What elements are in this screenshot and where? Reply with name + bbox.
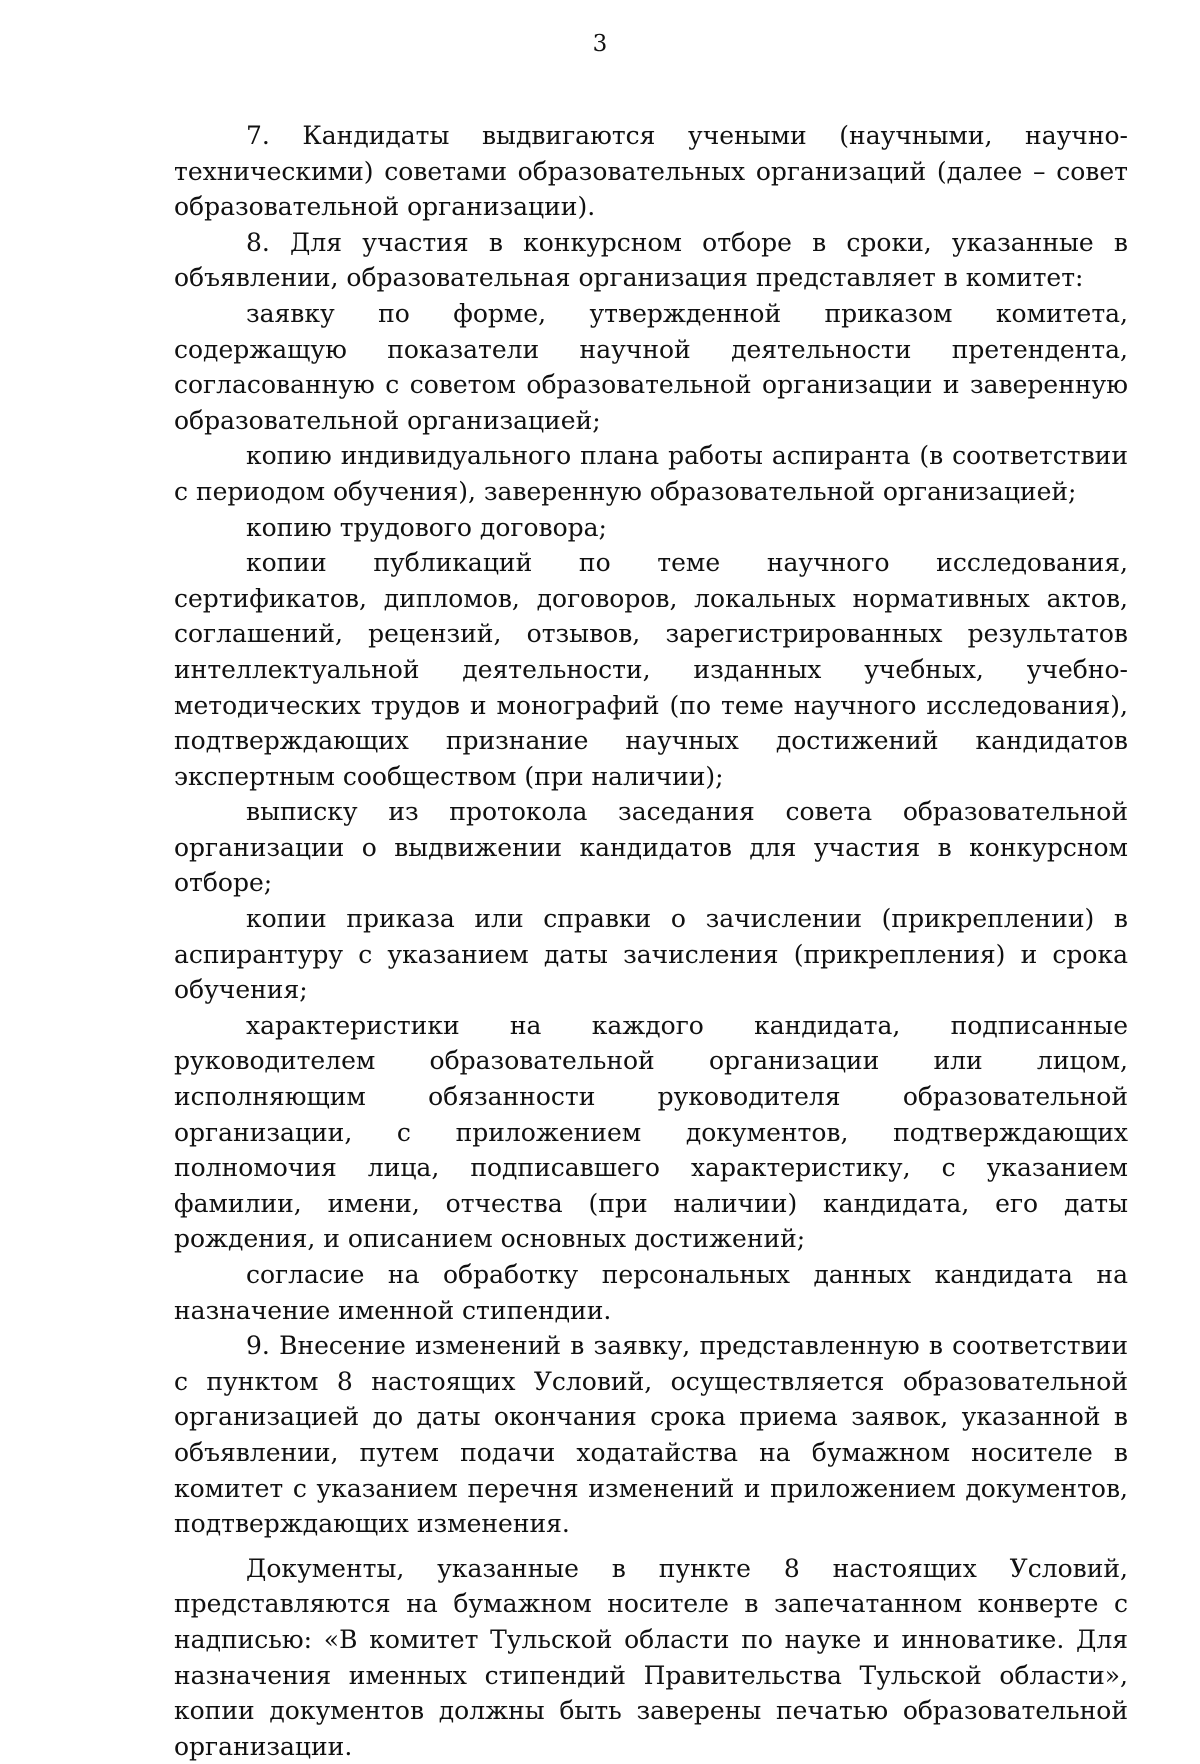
paragraph-documents-submission: Документы, указанные в пункте 8 настоящих Условий, представляются на бумажном носителе в запечатанном конверте с надписью: «В комитет Тульской области по науке и инноватике. Для назначения именных стипендий Правительства Тульской области», копии документов должны быть заверены печатью образовательной организации. <box>174 1553 1128 1761</box>
document-body <box>174 118 1128 1764</box>
list-item-enrollment-order: копии приказа или справки о зачислении (прикреплении) в аспирантуру с указанием даты зачисления (прикрепления) и срока обучения; <box>174 904 1128 1005</box>
paragraph-7: 7. Кандидаты выдвигаются учеными (научными, научно-техническими) советами образовательных организаций (далее – совет образовательной организации). <box>174 121 1128 222</box>
list-item-personal-data-consent: согласие на обработку персональных данных кандидата на назначение именной стипендии. <box>174 1260 1128 1325</box>
list-item-characteristics: характеристики на каждого кандидата, подписанные руководителем образовательной организации или лицом, исполняющим обязанности руководителя образовательной организации, с приложением документов, подтверждающих полномочия лица, подписавшего характеристику, с указанием фамилии, имени, отчества (при наличии) кандидата, его даты рождения, и описанием основных достижений; <box>174 1010 1128 1254</box>
list-item-study-plan: копию индивидуального плана работы аспиранта (в соответствии с периодом обучения), заверенную образовательной организацией; <box>174 441 1128 506</box>
list-item-publications: копии публикаций по теме научного исследования, сертификатов, дипломов, договоров, локальных нормативных актов, соглашений, рецензий, отзывов, зарегистрированных результатов интеллектуальной деятельности, изданных учебных, учебно-методических трудов и монографий (по теме научного исследования), подтверждающих признание научных достижений кандидатов экспертным сообществом (при наличии); <box>174 548 1128 791</box>
paragraph-9: 9. Внесение изменений в заявку, представленную в соответствии с пунктом 8 настоящих Условий, осуществляется образовательной организацией до даты окончания срока приема заявок, указанной в объявлении, путем подачи ходатайства на бумажном носителе в комитет с указанием перечня изменений и приложением документов, подтверждающих изменения. <box>174 1331 1128 1539</box>
paragraph-8: 8. Для участия в конкурсном отборе в сроки, указанные в объявлении, образовательная организация представляет в комитет: <box>174 227 1128 293</box>
list-item-application: заявку по форме, утвержденной приказом комитета, содержащую показатели научной деятельности претендента, согласованную с советом образовательной организации и заверенную образовательной организацией; <box>174 298 1128 435</box>
list-item-protocol-extract: выписку из протокола заседания совета образовательной организации о выдвижении кандидатов для участия в конкурсном отборе; <box>174 797 1128 898</box>
page-number: 3 <box>592 31 608 57</box>
list-item-labor-contract: копию трудового договора; <box>246 512 607 542</box>
